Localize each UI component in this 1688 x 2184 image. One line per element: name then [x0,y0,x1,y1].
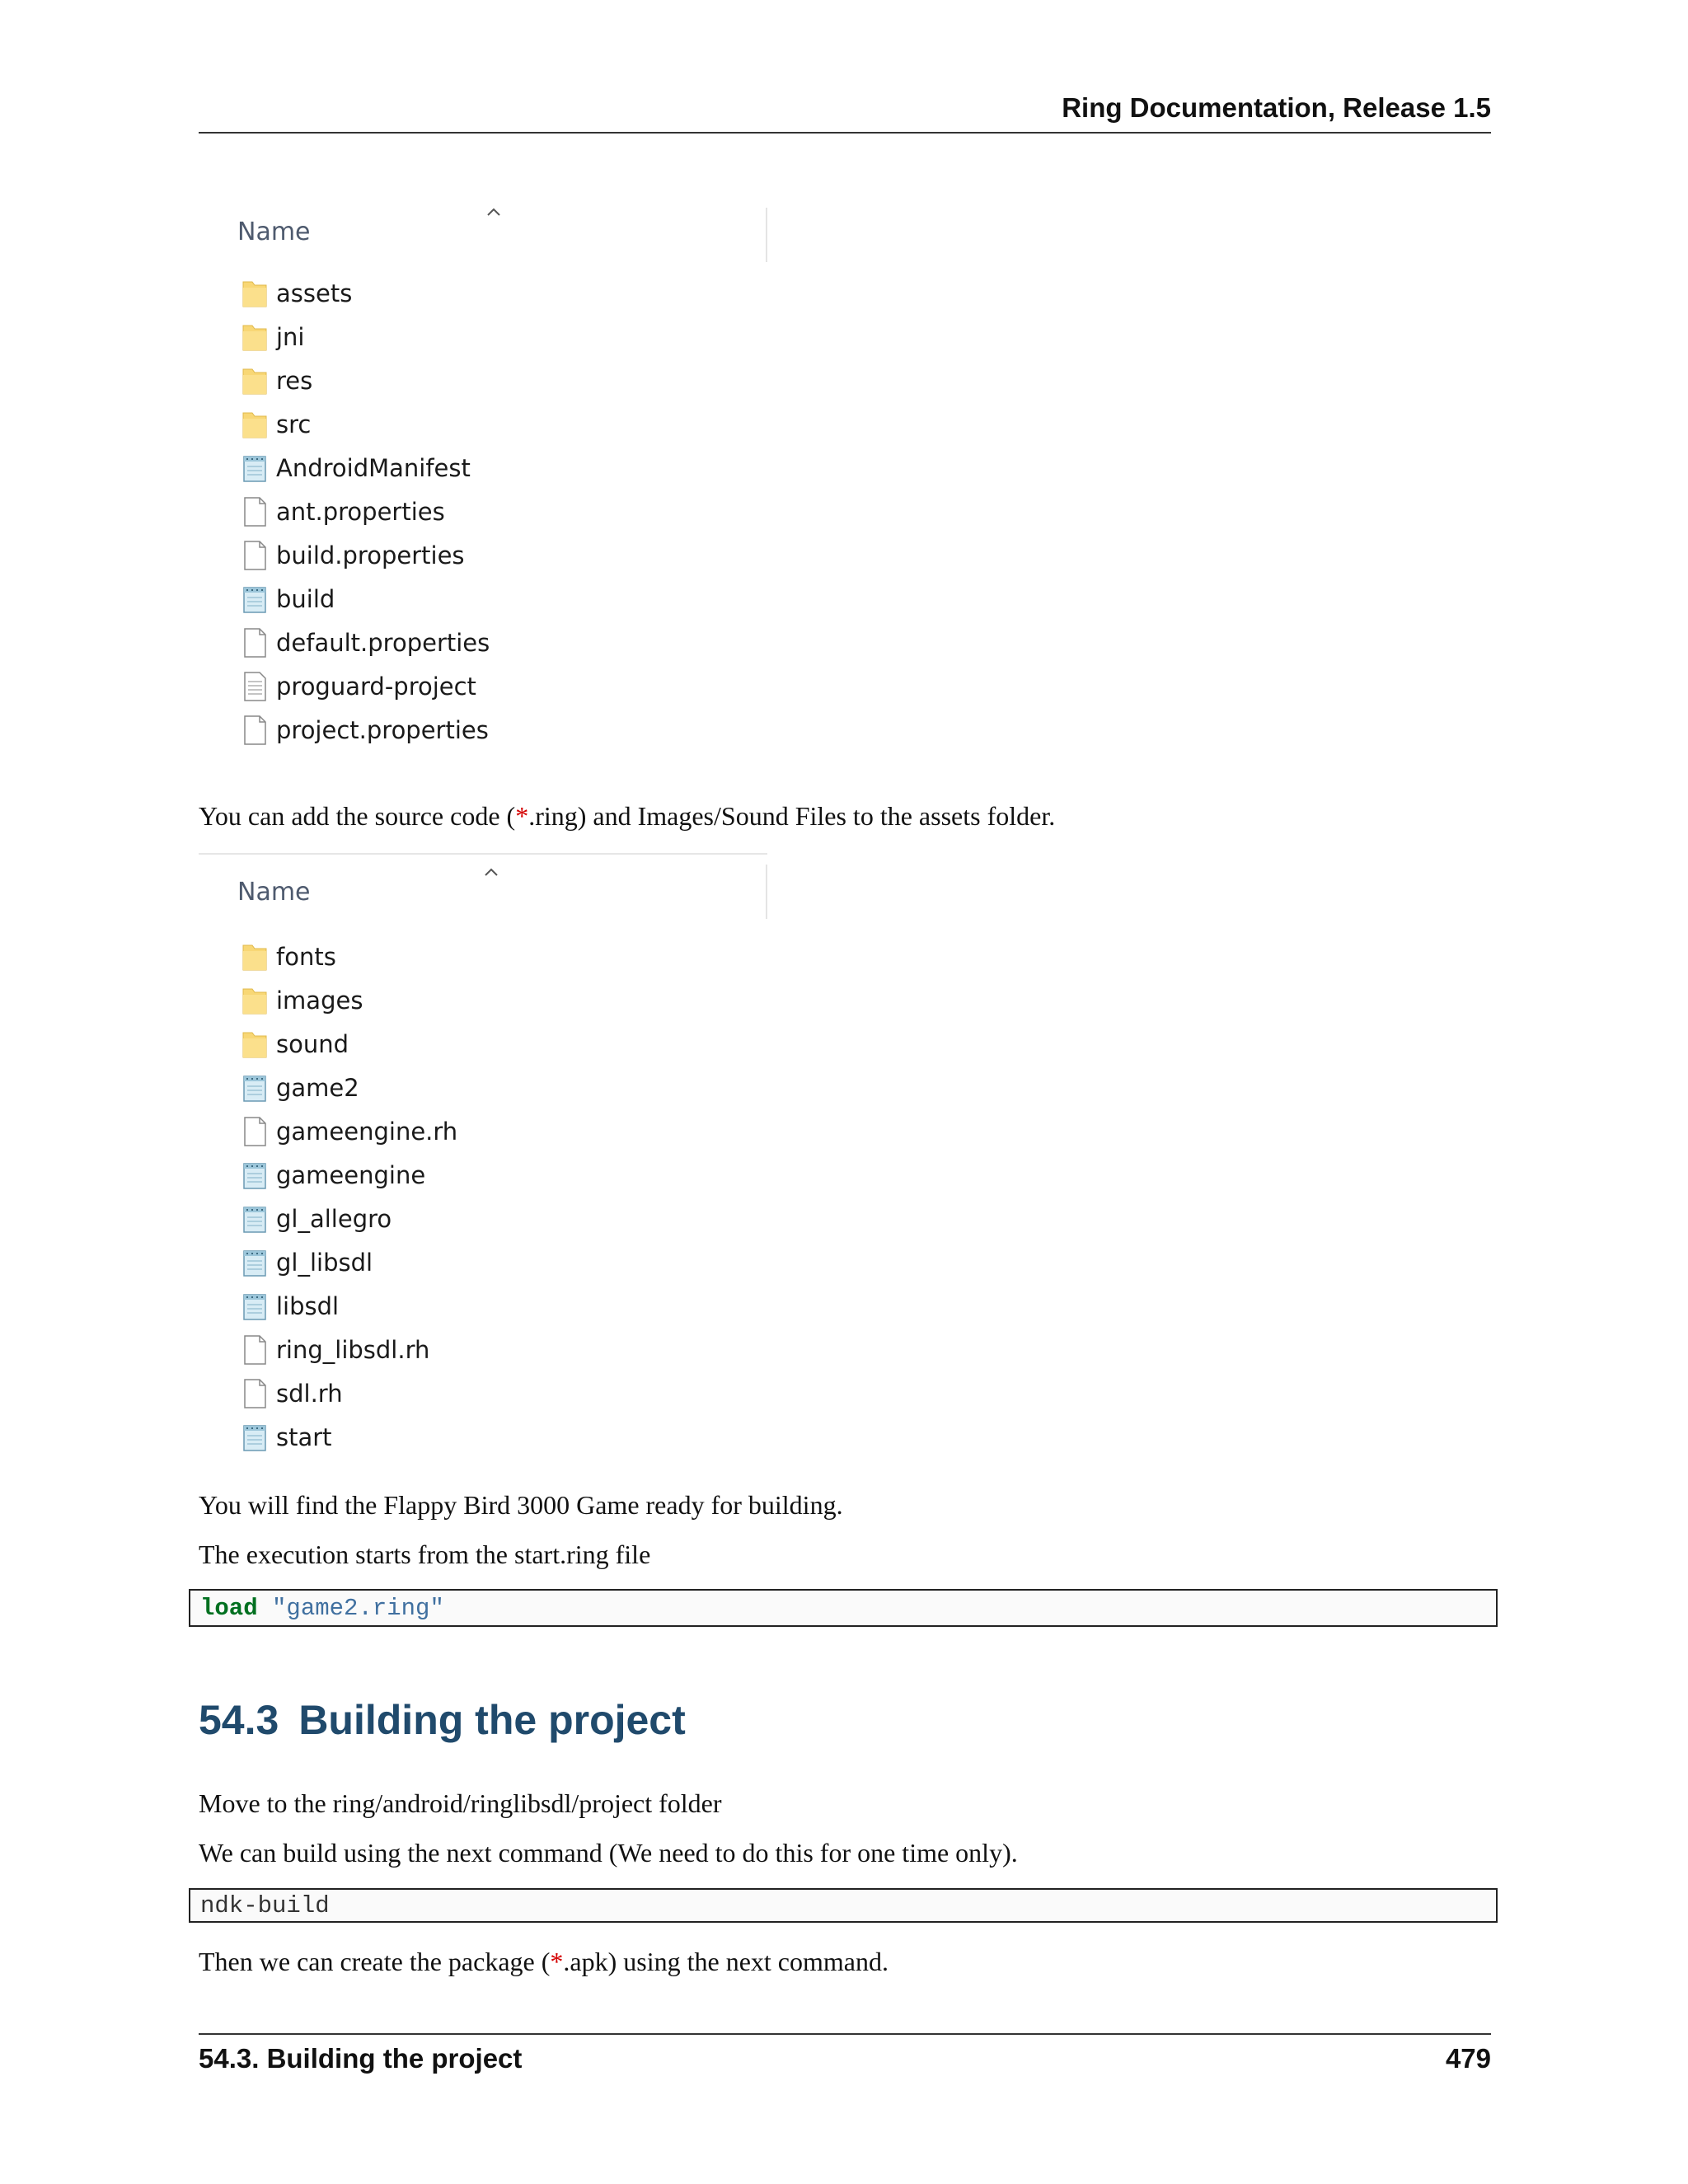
notepad-file-icon [241,1290,268,1323]
page-footer [199,2033,1491,2084]
sort-up-icon [486,204,501,219]
page-number: 479 [1445,2043,1491,2074]
page-header [199,92,1491,134]
file-name: ant.properties [276,498,445,526]
section-number: 54.3 [199,1697,279,1743]
asterisk: * [515,801,529,831]
blank-file-icon [241,495,268,528]
file-item-default-properties[interactable] [241,623,490,663]
file-item-fonts[interactable] [241,937,336,977]
folder-icon [241,940,268,973]
file-item-project-properties[interactable] [241,710,489,750]
file-name: sdl.rh [276,1380,343,1408]
notepad-file-icon [241,583,268,616]
file-item-images[interactable] [241,981,363,1020]
file-item-gl-libsdl[interactable] [241,1243,373,1282]
paragraph-build: We can build using the next command (We need to do this for one time only). [199,1838,1018,1868]
file-name: project.properties [276,716,489,744]
file-name: sound [276,1030,349,1058]
file-name: AndroidManifest [276,454,471,482]
blank-file-icon [241,714,268,747]
code-string: "game2.ring" [272,1594,444,1622]
blank-file-icon [241,539,268,572]
notepad-file-icon [241,1071,268,1104]
file-item-ring-libsdl-rh[interactable] [241,1330,429,1370]
notepad-file-icon [241,1202,268,1235]
notepad-file-icon [241,1421,268,1454]
footer-section: 54.3. Building the project [199,2043,523,2074]
section-heading [199,1696,686,1744]
file-name: build.properties [276,541,465,569]
file-name: fonts [276,943,336,971]
file-name: gameengine.rh [276,1118,458,1146]
folder-icon [241,321,268,354]
folder-icon [241,984,268,1017]
notepad-file-icon [241,1159,268,1192]
code-text: ndk-build [200,1891,330,1919]
file-name: src [276,410,312,438]
file-name: libsdl [276,1292,340,1320]
blank-file-icon [241,1115,268,1148]
text-file-icon [241,670,268,703]
file-item-libsdl[interactable] [241,1286,339,1326]
text: Then we can create the package ( [199,1947,551,1976]
text: .apk) using the next command. [563,1947,889,1976]
file-item-androidmanifest[interactable] [241,448,471,488]
blank-file-icon [241,1377,268,1410]
code-block-load [189,1589,1498,1627]
file-name: gl_libsdl [276,1249,373,1277]
file-name: images [276,987,363,1015]
name-column-header[interactable]: Name [237,218,311,246]
file-item-proguard-project[interactable] [241,667,476,706]
column-divider [766,208,767,262]
column-divider [766,865,767,919]
sort-up-icon [484,865,499,879]
folder-icon [241,1028,268,1061]
file-item-start[interactable] [241,1418,332,1457]
file-explorer-project [199,198,767,779]
file-item-jni[interactable] [241,317,305,357]
folder-icon [241,408,268,441]
file-item-assets[interactable] [241,274,352,313]
file-name: default.properties [276,629,490,657]
section-title-text: Building the project [298,1697,686,1743]
paragraph-move: Move to the ring/android/ringlibsdl/project folder [199,1788,722,1818]
file-name: start [276,1423,332,1451]
file-item-gl-allegro[interactable] [241,1199,392,1239]
file-explorer-assets [199,853,767,1465]
text: You can add the source code ( [199,801,516,831]
folder-icon [241,277,268,310]
code-block-ndk [189,1888,1498,1923]
asterisk: * [550,1947,564,1976]
file-name: res [276,367,313,395]
file-item-game2[interactable] [241,1068,359,1108]
code-keyword: load [200,1594,258,1622]
notepad-file-icon [241,1246,268,1279]
notepad-file-icon [241,452,268,485]
blank-file-icon [241,626,268,659]
text: .ring) and Images/Sound Files to the assets folder. [528,801,1056,831]
file-item-gameengine[interactable] [241,1155,425,1195]
file-item-sdl-rh[interactable] [241,1374,343,1413]
document-title: Ring Documentation, Release 1.5 [1062,92,1491,123]
file-item-sound[interactable] [241,1024,349,1064]
file-item-build[interactable] [241,579,335,619]
file-name: gameengine [276,1161,426,1189]
paragraph-package [199,1947,889,1977]
file-item-gameengine-rh[interactable] [241,1112,457,1151]
folder-icon [241,364,268,397]
file-item-src[interactable] [241,405,311,444]
file-item-res[interactable] [241,361,312,401]
file-name: ring_libsdl.rh [276,1336,430,1364]
blank-file-icon [241,1333,268,1366]
name-column-header[interactable]: Name [237,878,311,907]
file-item-build-properties[interactable] [241,536,465,575]
paragraph-start: The execution starts from the start.ring file [199,1540,651,1569]
file-name: build [276,585,335,613]
file-name: proguard-project [276,673,476,701]
paragraph-assets [199,801,1055,832]
file-name: game2 [276,1074,359,1102]
file-name: jni [276,323,305,351]
file-name: assets [276,279,353,307]
file-item-ant-properties[interactable] [241,492,445,532]
file-name: gl_allegro [276,1205,392,1233]
paragraph-flappy: You will find the Flappy Bird 3000 Game ready for building. [199,1490,843,1520]
